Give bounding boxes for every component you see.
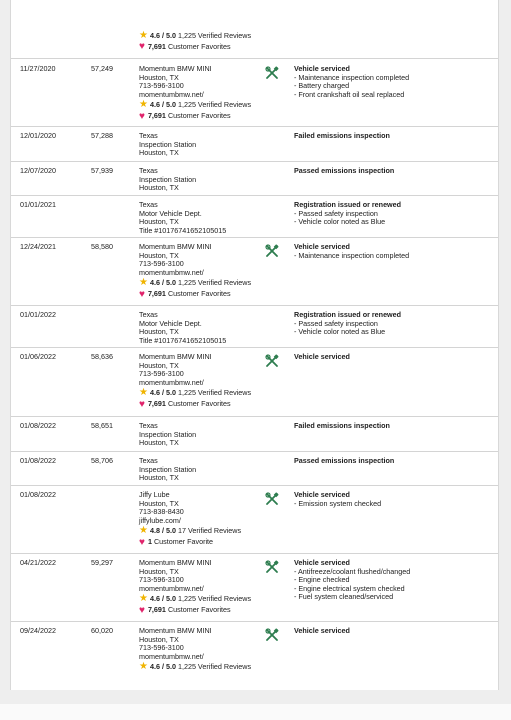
detail-title: Vehicle serviced xyxy=(294,558,350,567)
rating xyxy=(139,278,279,288)
rating-value: 4.6 / 5.0 xyxy=(149,387,176,397)
source-line: Momentum BMW MINI xyxy=(139,242,212,251)
record-source xyxy=(139,627,279,672)
detail-title: Passed emissions inspection xyxy=(294,456,395,465)
source-line: momentumbmw.net/ xyxy=(139,267,204,277)
record-details xyxy=(294,132,494,141)
heart-icon: ♥ xyxy=(139,288,145,300)
source-line: Houston, TX xyxy=(139,72,179,82)
star-icon: ★ xyxy=(139,99,148,111)
rating xyxy=(139,388,279,398)
record-odometer: 60,020 xyxy=(91,626,113,635)
favorites xyxy=(139,400,279,410)
source-line: Texas xyxy=(139,166,158,175)
record-date: 09/24/2022 xyxy=(20,626,56,635)
record-row xyxy=(11,305,498,348)
rating-text: 1,225 Verified Reviews xyxy=(177,661,252,671)
record-source xyxy=(139,243,279,300)
record-odometer: 58,651 xyxy=(91,421,113,430)
wrench-screwdriver-icon xyxy=(265,628,279,642)
record-row xyxy=(11,195,498,238)
source-line: Momentum BMW MINI xyxy=(139,558,212,567)
favorites-count: 7,691 xyxy=(147,399,166,409)
record-odometer: 57,249 xyxy=(91,64,113,73)
source-line: Houston, TX xyxy=(139,250,179,260)
source-line: Houston, TX xyxy=(139,327,179,337)
star-icon: ★ xyxy=(139,525,148,537)
record-odometer: 58,580 xyxy=(91,242,113,251)
record-source xyxy=(139,311,279,345)
page-bottom-strip xyxy=(0,704,511,720)
record-source xyxy=(139,491,279,548)
rating xyxy=(139,31,279,41)
record-source xyxy=(139,457,279,483)
rating-text: 1,225 Verified Reviews xyxy=(177,99,252,109)
favorites-count: 1 xyxy=(147,537,152,547)
favorites xyxy=(139,42,279,52)
favorites xyxy=(139,112,279,122)
vehicle-history-sheet xyxy=(10,0,499,690)
record-source xyxy=(139,167,279,193)
rating-text: 17 Verified Reviews xyxy=(177,525,242,535)
rating-value: 4.6 / 5.0 xyxy=(149,661,176,671)
source-line: Texas xyxy=(139,200,158,209)
source-line: Momentum BMW MINI xyxy=(139,352,212,361)
record-source xyxy=(139,65,279,122)
wrench-screwdriver-icon xyxy=(265,492,279,506)
detail-title: Vehicle serviced xyxy=(294,490,350,499)
source-line: Title #10176741652105015 xyxy=(139,335,227,345)
source-line: Houston, TX xyxy=(139,183,179,193)
rating-text: 1,225 Verified Reviews xyxy=(177,387,252,397)
rating xyxy=(139,662,279,672)
favorites-count: 7,691 xyxy=(147,605,166,615)
rating-text: 1,225 Verified Reviews xyxy=(177,593,252,603)
detail-item: - Fuel system cleaned/serviced xyxy=(294,592,394,602)
record-row xyxy=(11,347,498,417)
record-source xyxy=(139,353,279,410)
rating xyxy=(139,526,279,536)
source-line: Houston, TX xyxy=(139,360,179,370)
wrench-screwdriver-icon xyxy=(265,244,279,258)
favorites xyxy=(139,538,279,548)
rating xyxy=(139,100,279,110)
detail-title: Vehicle serviced xyxy=(294,242,350,251)
wrench-screwdriver-icon xyxy=(265,66,279,80)
record-odometer: 57,939 xyxy=(91,166,113,175)
source-line: Inspection Station xyxy=(139,139,197,149)
detail-item: - Engine electrical system checked xyxy=(294,583,405,593)
record-source xyxy=(139,422,279,448)
record-source xyxy=(139,132,279,158)
favorites-text: Customer Favorite xyxy=(153,537,214,547)
detail-title: Vehicle serviced xyxy=(294,64,350,73)
heart-icon: ♥ xyxy=(139,604,145,616)
detail-title: Vehicle serviced xyxy=(294,352,350,361)
favorites xyxy=(139,290,279,300)
star-icon: ★ xyxy=(139,29,148,41)
record-odometer: 59,297 xyxy=(91,558,113,567)
record-details xyxy=(294,457,494,466)
detail-title: Failed emissions inspection xyxy=(294,131,390,140)
detail-item: - Maintenance inspection completed xyxy=(294,72,410,82)
record-details xyxy=(294,167,494,176)
detail-item: - Battery charged xyxy=(294,81,350,91)
source-line: Inspection Station xyxy=(139,174,197,184)
source-line: 713-596-3100 xyxy=(139,259,184,269)
favorites-count: 7,691 xyxy=(147,42,166,51)
star-icon: ★ xyxy=(139,387,148,399)
favorites-text: Customer Favorites xyxy=(167,42,231,51)
favorites xyxy=(139,606,279,616)
record-row-partial xyxy=(11,0,498,59)
source-line: Houston, TX xyxy=(139,498,179,508)
record-date: 11/27/2020 xyxy=(20,64,56,73)
favorites-text: Customer Favorites xyxy=(167,399,231,409)
heart-icon: ♥ xyxy=(139,110,145,122)
favorites-count: 7,691 xyxy=(147,111,166,121)
source-line: Inspection Station xyxy=(139,464,197,474)
source-line: 713-596-3100 xyxy=(139,643,184,653)
source-line: momentumbmw.net/ xyxy=(139,89,204,99)
source-line: Texas xyxy=(139,421,158,430)
rating-value: 4.6 / 5.0 xyxy=(149,30,176,40)
record-row xyxy=(11,485,498,554)
source-line: Houston, TX xyxy=(139,634,179,644)
source-line: Inspection Station xyxy=(139,429,197,439)
rating-value: 4.6 / 5.0 xyxy=(149,593,176,603)
detail-item: - Vehicle color noted as Blue xyxy=(294,217,386,227)
record-date: 12/01/2020 xyxy=(20,131,56,140)
record-details xyxy=(294,65,494,99)
rating-value: 4.6 / 5.0 xyxy=(149,99,176,109)
detail-item: - Front crankshaft oil seal replaced xyxy=(294,89,405,99)
source-line: Houston, TX xyxy=(139,217,179,227)
record-date: 01/08/2022 xyxy=(20,456,56,465)
star-icon: ★ xyxy=(139,277,148,289)
source-line: Houston, TX xyxy=(139,473,179,483)
source-line: jiffylube.com/ xyxy=(139,515,181,525)
source-line: Houston, TX xyxy=(139,148,179,158)
favorites-text: Customer Favorites xyxy=(167,289,231,299)
record-source xyxy=(139,201,279,235)
detail-item: - Passed safety inspection xyxy=(294,318,378,328)
source-column xyxy=(139,30,279,52)
record-date: 01/01/2021 xyxy=(20,200,56,209)
record-details xyxy=(294,559,494,602)
source-line: Motor Vehicle Dept. xyxy=(139,318,202,328)
record-row xyxy=(11,553,498,622)
detail-title: Registration issued or renewed xyxy=(294,310,402,319)
record-details xyxy=(294,201,494,227)
detail-item: - Maintenance inspection completed xyxy=(294,250,410,260)
heart-icon: ♥ xyxy=(139,41,145,53)
record-date: 12/24/2021 xyxy=(20,242,56,251)
source-line: 713-838-8430 xyxy=(139,507,184,517)
record-row xyxy=(11,161,498,196)
source-line: Motor Vehicle Dept. xyxy=(139,208,202,218)
source-line: 713-596-3100 xyxy=(139,81,184,91)
detail-item: - Passed safety inspection xyxy=(294,208,378,218)
source-line: Momentum BMW MINI xyxy=(139,626,212,635)
detail-title: Registration issued or renewed xyxy=(294,200,402,209)
rating-text: 1,225 Verified Reviews xyxy=(177,30,252,40)
wrench-screwdriver-icon xyxy=(265,354,279,368)
wrench-screwdriver-icon xyxy=(265,560,279,574)
star-icon: ★ xyxy=(139,661,148,673)
heart-icon: ♥ xyxy=(139,536,145,548)
record-details xyxy=(294,243,494,260)
source-line: Texas xyxy=(139,131,158,140)
favorites-text: Customer Favorites xyxy=(167,111,231,121)
source-line: momentumbmw.net/ xyxy=(139,583,204,593)
record-row xyxy=(11,59,498,127)
detail-title: Vehicle serviced xyxy=(294,626,350,635)
detail-title: Passed emissions inspection xyxy=(294,166,395,175)
record-date: 01/06/2022 xyxy=(20,352,56,361)
source-line: 713-596-3100 xyxy=(139,575,184,585)
record-details xyxy=(294,353,494,362)
detail-item: - Engine checked xyxy=(294,575,350,585)
rating-value: 4.8 / 5.0 xyxy=(149,525,176,535)
detail-item: - Vehicle color noted as Blue xyxy=(294,327,386,337)
record-date: 12/07/2020 xyxy=(20,166,56,175)
record-details xyxy=(294,627,494,636)
record-date: 04/21/2022 xyxy=(20,558,56,567)
record-row xyxy=(11,416,498,452)
record-date: 01/01/2022 xyxy=(20,310,56,319)
record-details xyxy=(294,422,494,431)
record-row xyxy=(11,451,498,486)
detail-item: - Emission system checked xyxy=(294,498,382,508)
record-date: 01/08/2022 xyxy=(20,490,56,499)
record-date: 01/08/2022 xyxy=(20,421,56,430)
record-odometer: 57,288 xyxy=(91,131,113,140)
source-line: Jiffy Lube xyxy=(139,490,170,499)
rating xyxy=(139,594,279,604)
source-line: Texas xyxy=(139,456,158,465)
detail-title: Failed emissions inspection xyxy=(294,421,390,430)
source-line: Texas xyxy=(139,310,158,319)
record-row xyxy=(11,621,498,690)
source-line: Momentum BMW MINI xyxy=(139,64,212,73)
record-odometer: 58,706 xyxy=(91,456,113,465)
heart-icon: ♥ xyxy=(139,398,145,410)
record-row xyxy=(11,126,498,162)
detail-item: - Antifreeze/coolant flushed/changed xyxy=(294,566,411,576)
source-line: 713-596-3100 xyxy=(139,369,184,379)
source-line: momentumbmw.net/ xyxy=(139,377,204,387)
record-details xyxy=(294,311,494,337)
record-row xyxy=(11,237,498,306)
source-line: Title #10176741652105015 xyxy=(139,225,227,235)
record-odometer: 58,636 xyxy=(91,352,113,361)
favorites-count: 7,691 xyxy=(147,289,166,299)
rating-value: 4.6 / 5.0 xyxy=(149,277,176,287)
favorites-text: Customer Favorites xyxy=(167,605,231,615)
record-details xyxy=(294,491,494,508)
source-line: Houston, TX xyxy=(139,566,179,576)
source-line: momentumbmw.net/ xyxy=(139,651,204,661)
record-source xyxy=(139,559,279,616)
source-line: Houston, TX xyxy=(139,438,179,448)
rating-text: 1,225 Verified Reviews xyxy=(177,277,252,287)
star-icon: ★ xyxy=(139,593,148,605)
